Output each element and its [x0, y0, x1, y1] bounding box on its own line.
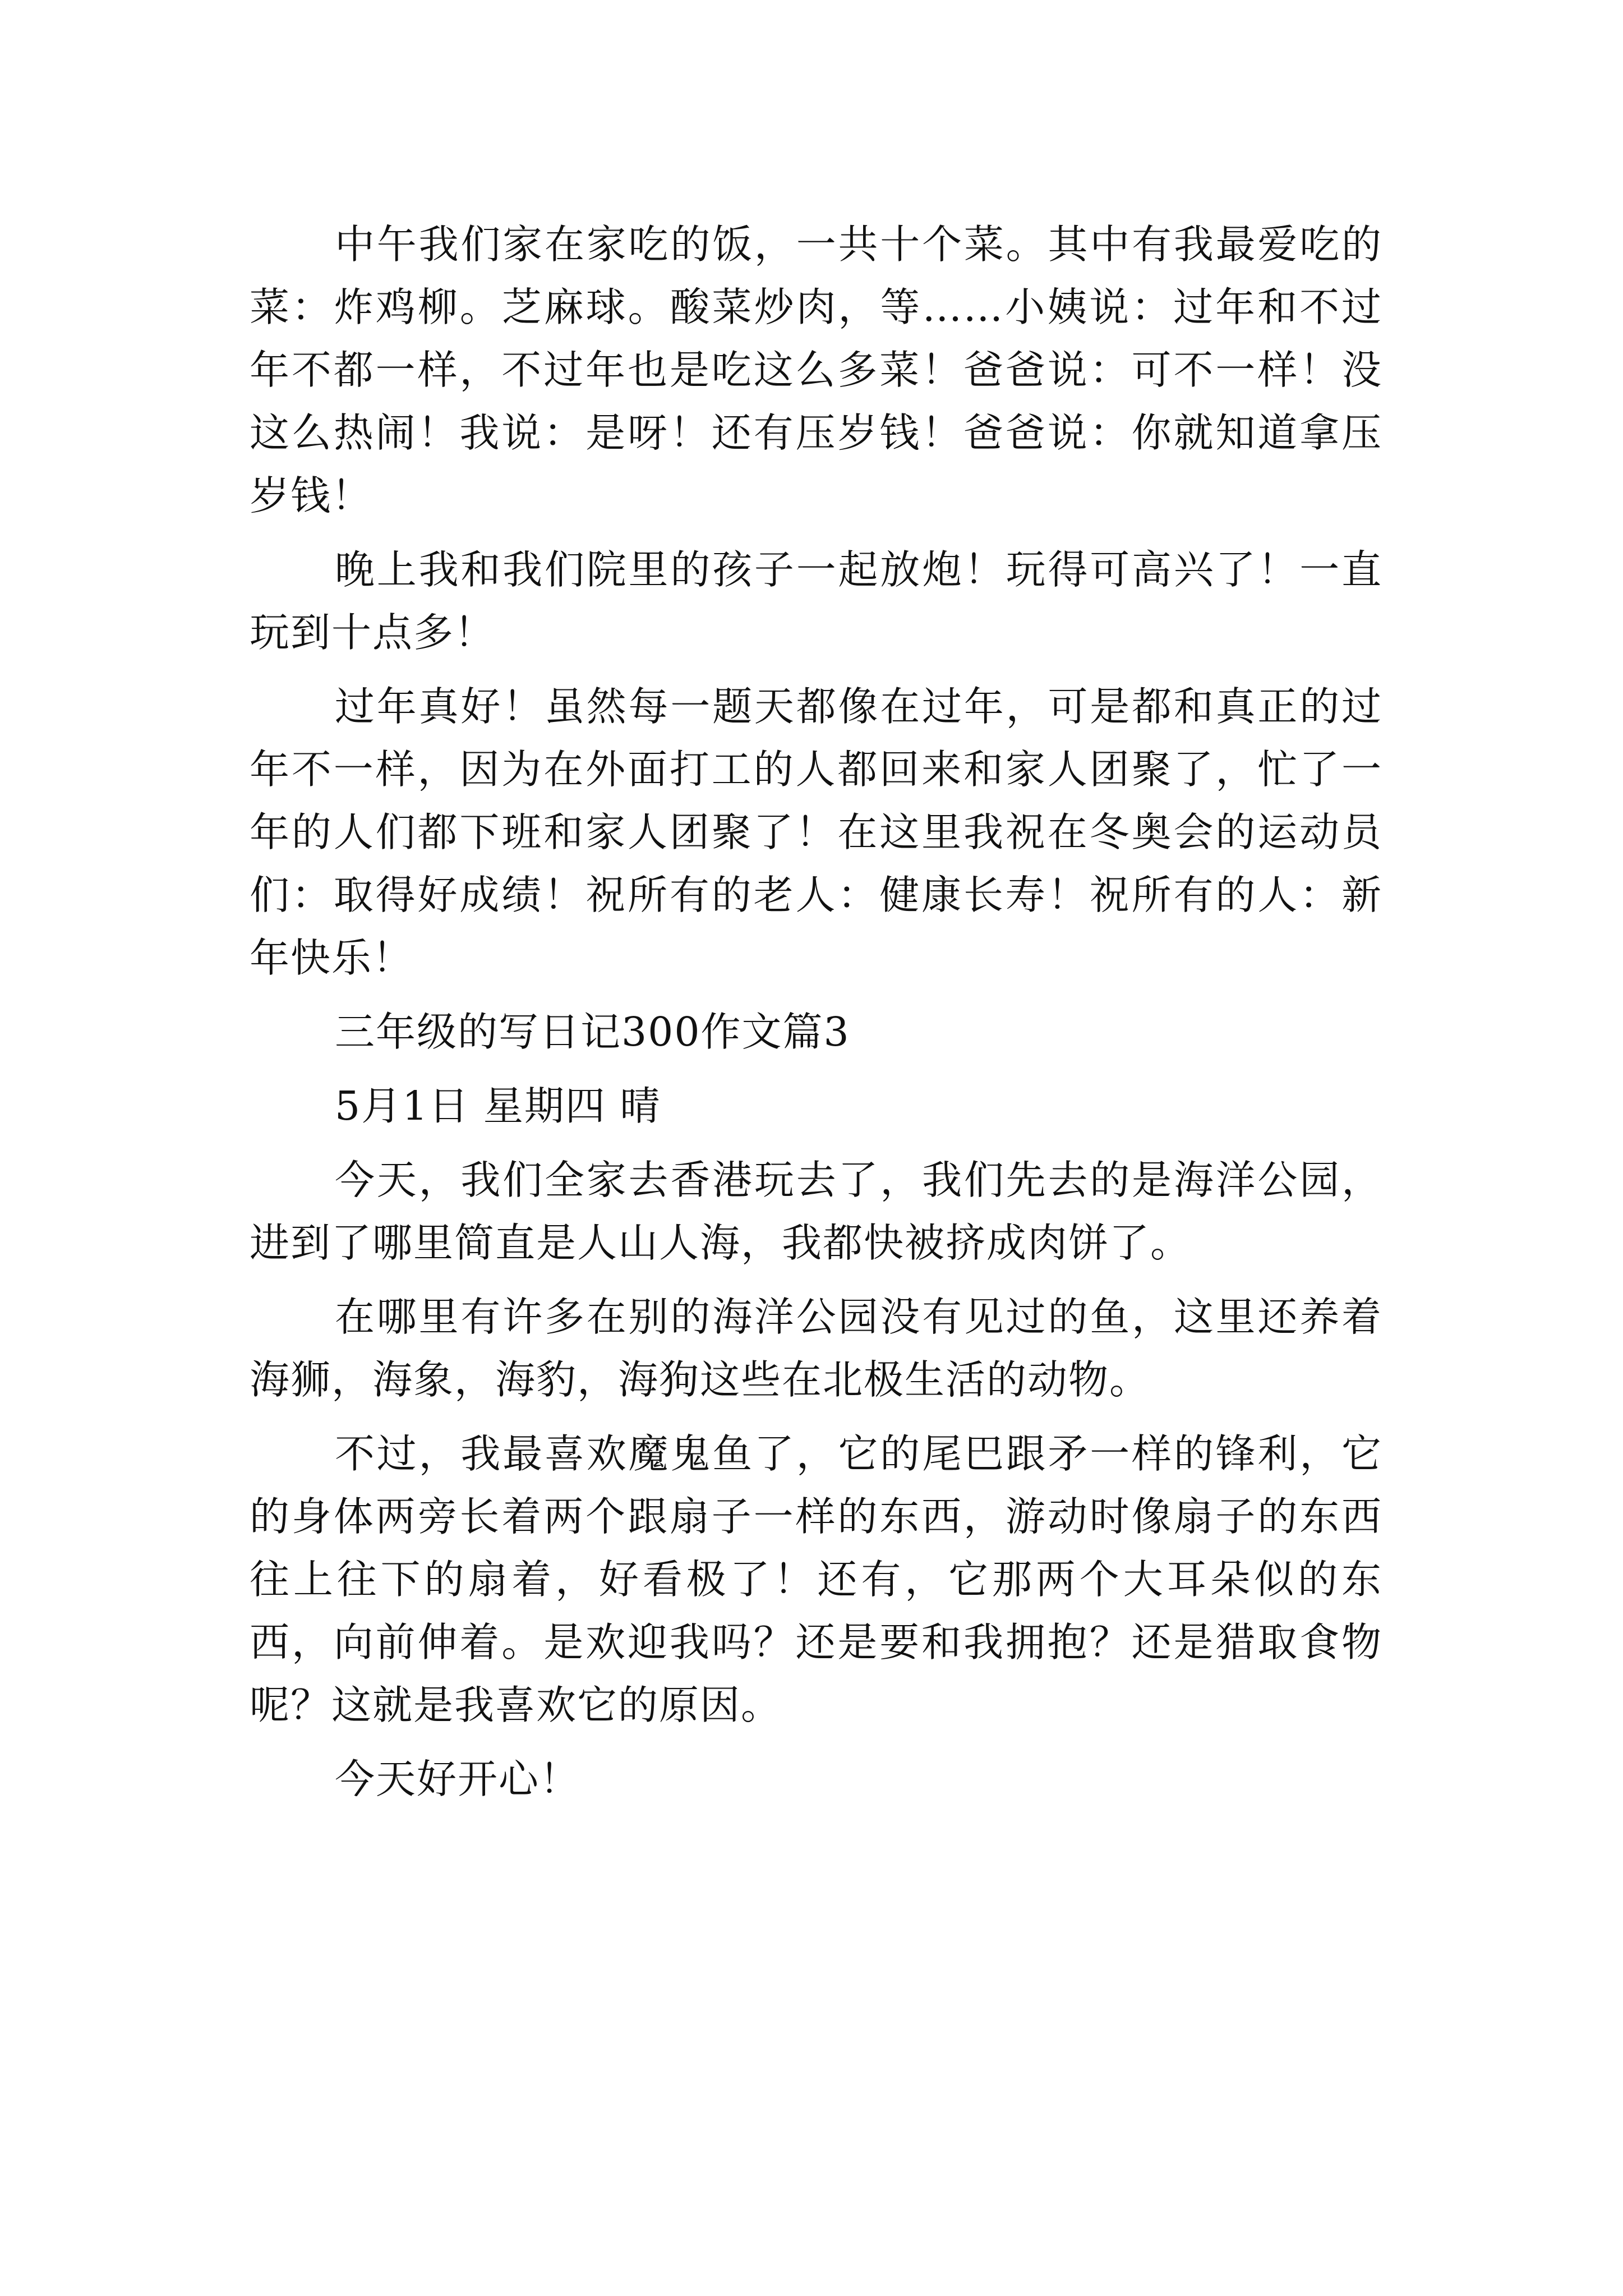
paragraph-new-year: 过年真好！虽然每一题天都像在过年，可是都和真正的过年不一样，因为在外面打工的人都回来和家人团聚了，忙了一年的人们都下班和家人团聚了！在这里我祝在冬奥会的运动员们：取得好成绩！祝所有的老人：健康长寿！祝所有的人：新年快乐！ — [250, 683, 1382, 981]
paragraph-evening: 晚上我和我们院里的孩子一起放炮！玩得可高兴了！一直玩到十点多！ — [250, 546, 1382, 656]
paragraph-lunch: 中午我们家在家吃的饭，一共十个菜。其中有我最爱吃的菜：炸鸡柳。芝麻球。酸菜炒肉，等……小姨说：过年和不过年不都一样，不过年也是吃这么多菜！爸爸说：可不一样！没这么热闹！我说：是呀！还有压岁钱！爸爸说：你就知道拿压岁钱！ — [250, 221, 1382, 519]
paragraph-ocean-park: 今天，我们全家去香港玩去了，我们先去的是海洋公园，进到了哪里简直是人山人海，我都快被挤成肉饼了。 — [250, 1157, 1382, 1266]
paragraph-closing: 今天好开心！ — [335, 1756, 581, 1802]
diary-date-line: 5月1日 星期四 晴 — [335, 1083, 661, 1129]
document-body — [250, 213, 1382, 1822]
paragraph-manta-ray: 不过，我最喜欢魔鬼鱼了，它的尾巴跟矛一样的锋利，它的身体两旁长着两个跟扇子一样的东西，游动时像扇子的东西往上往下的扇着，好看极了！还有，它那两个大耳朵似的东西，向前伸着。是欢迎我吗？还是要和我拥抱？还是猎取食物呢？这就是我喜欢它的原因。 — [250, 1430, 1382, 1728]
section-heading: 三年级的写日记300作文篇3 — [335, 1009, 850, 1055]
paragraph-sea-animals: 在哪里有许多在别的海洋公园没有见过的鱼，这里还养着海狮，海象，海豹，海狗这些在北极生活的动物。 — [250, 1294, 1382, 1403]
